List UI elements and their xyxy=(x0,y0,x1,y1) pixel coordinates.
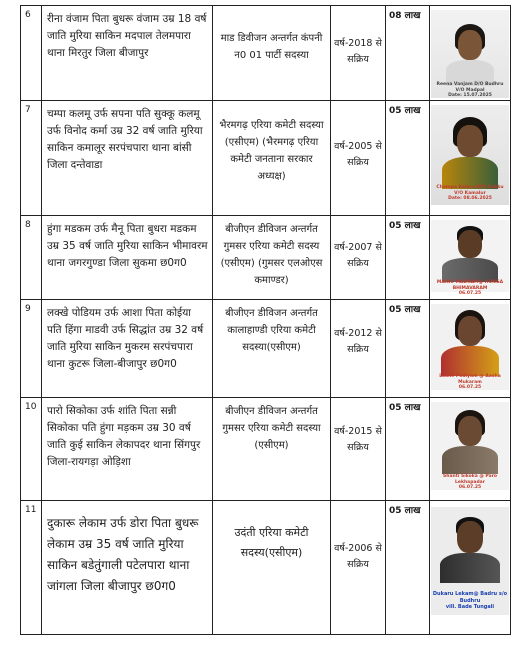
photo-caption: Champa Kalmu W/O Sukku V/O Kamalur Date: 08.06.2025 xyxy=(436,185,504,201)
description-cell xyxy=(42,216,213,300)
description-cell xyxy=(42,300,213,398)
serial-number: 11 xyxy=(25,505,37,515)
serial-cell xyxy=(21,6,42,101)
serial-number: 10 xyxy=(25,402,37,412)
active-since: वर्ष-2007 से सक्रिय xyxy=(334,242,382,269)
reward-amount: 05 लाख xyxy=(389,506,421,516)
cadre-photo xyxy=(431,304,509,390)
unit-cell xyxy=(213,501,331,635)
serial-cell xyxy=(21,216,42,300)
description-cell xyxy=(42,101,213,216)
photo-caption: MAINU MADKAM@ HUNGA BHIMAVARAM 06.07.25 xyxy=(436,280,504,296)
active-cell xyxy=(331,300,386,398)
cadre-unit: माड डिवीजन अन्तर्गत कंपनी न0 01 पार्टी सदस्या xyxy=(220,33,323,61)
cadre-unit: बीजीएन डीविजन अन्तर्गत गुमसर एरिया कमेटी सदस्य (एसीएम) (गुमसर एलओएस कमाण्डर) xyxy=(220,224,323,286)
active-cell xyxy=(331,216,386,300)
reward-cell xyxy=(386,101,430,216)
reward-cell xyxy=(386,398,430,501)
surrendered-cadre-table xyxy=(20,5,511,635)
reward-amount: 05 लाख xyxy=(389,403,421,413)
reward-cell xyxy=(386,6,430,101)
photo-caption: Lakhe Podiyam @ Aasha Mukaram 06.07.25 xyxy=(439,374,501,390)
cadre-description: पारो सिकोका उर्फ शांति पिता सन्नी सिकोका पति हुंगा मड़कम उम्र 30 वर्ष जाति कुई साकिन लेकापदर थाना सिंगपुर जिला-रायगड़ा ओड़िशा xyxy=(47,405,201,468)
photo-cell xyxy=(430,300,511,398)
table-row xyxy=(21,398,511,501)
description-cell xyxy=(42,6,213,101)
photo-cell xyxy=(430,398,511,501)
serial-number: 7 xyxy=(25,105,31,115)
serial-number: 6 xyxy=(25,10,31,20)
reward-cell xyxy=(386,300,430,398)
active-cell xyxy=(331,6,386,101)
serial-cell xyxy=(21,398,42,501)
cadre-description: चम्पा कलमू उर्फ सपना पति सुक्कू कलमू उर्फ विनोद कर्मा उम्र 32 वर्ष जाति मुरिया साकिन कमालूर सरपंचपारा थाना बांसी जिला दन्तेवाडा xyxy=(47,108,203,171)
cadre-description: लक्खे पोडियम उर्फ आशा पिता कोईया पति हिंगा माडवी उर्फ सिद्धांत उम्र 32 वर्ष जाति मुरिया साकिन मुकरम सरपंचपारा थाना कुटरू जिला-बीजापुर छ0ग0 xyxy=(47,307,204,370)
active-since: वर्ष-2005 से सक्रिय xyxy=(334,141,382,168)
cadre-unit: भैरमगढ़ एरिया कमेटी सदस्या (एसीएम) (भैरमगढ़ एरिया कमेटी जनताना सरकार अध्यक्ष) xyxy=(219,120,324,182)
active-since: वर्ष-2018 से सक्रिय xyxy=(334,38,382,65)
serial-number: 9 xyxy=(25,304,31,314)
reward-amount: 05 लाख xyxy=(389,221,421,231)
active-cell xyxy=(331,398,386,501)
photo-caption: Dukaru Lekam@ Badru s/o Budhru vill. Bade Tungali xyxy=(432,591,508,610)
photo-cell xyxy=(430,501,511,635)
serial-cell xyxy=(21,101,42,216)
cadre-photo xyxy=(431,402,509,490)
unit-cell xyxy=(213,6,331,101)
table-row xyxy=(21,101,511,216)
photo-cell xyxy=(430,216,511,300)
active-cell xyxy=(331,101,386,216)
description-cell xyxy=(42,501,213,635)
reward-amount: 05 लाख xyxy=(389,305,421,315)
table-row xyxy=(21,501,511,635)
active-since: वर्ष-2006 से सक्रिय xyxy=(334,543,382,570)
cadre-unit: बीजीएन डीविजन अन्तर्गत कालाहाण्डी एरिया कमेटी सदस्या(एसीएम) xyxy=(225,308,318,353)
active-since: वर्ष-2012 से सक्रिय xyxy=(334,328,382,355)
reward-amount: 05 लाख xyxy=(389,106,421,116)
cadre-photo xyxy=(431,105,509,205)
unit-cell xyxy=(213,216,331,300)
table-row xyxy=(21,6,511,101)
photo-caption: Reena Vanjam D/O Budhru V/O Madpal Date: 15.07.2025 xyxy=(436,82,504,98)
photo-cell xyxy=(430,101,511,216)
cadre-description: रीना वंजाम पिता बुधरू वंजाम उम्र 18 वर्ष जाति मुरिया साकिन मदपाल तेलमपारा थाना मिरतुर जिला बीजापुर xyxy=(47,13,207,59)
photo-cell xyxy=(430,6,511,101)
cadre-photo xyxy=(431,220,509,296)
serial-cell xyxy=(21,501,42,635)
cadre-description: हुंगा मडकम उर्फ मैनू पिता बुधरा मडकम उम्र 35 वर्ष जाति मुरिया साकिन भीमावरम थाना जगरगुण्डा जिला सुकमा छ0ग0 xyxy=(47,223,208,269)
active-since: वर्ष-2015 से सक्रिय xyxy=(334,426,382,453)
unit-cell xyxy=(213,300,331,398)
reward-cell xyxy=(386,501,430,635)
serial-cell xyxy=(21,300,42,398)
reward-amount: 08 लाख xyxy=(389,11,421,21)
table-row xyxy=(21,216,511,300)
description-cell xyxy=(42,398,213,501)
cadre-description: दुकारू लेकाम उर्फ डोरा पिता बुधरू लेकाम उम्र 35 वर्ष जाति मुरिया साकिन बडेतुंगाली पटेलपारा थाना जांगला जिला बीजापुर छ0ग0 xyxy=(47,516,199,593)
reward-cell xyxy=(386,216,430,300)
cadre-unit: उदंती एरिया कमेटी सदस्य(एसीएम) xyxy=(234,526,309,559)
photo-caption: Shanti Sikoka @ Paro Lekhapadar 06.07.25 xyxy=(443,474,497,490)
active-cell xyxy=(331,501,386,635)
cadre-unit: बीजीएन डीविजन अन्तर्गत गुमसर एरिया कमेटी सदस्या (एसीएम) xyxy=(222,406,321,451)
unit-cell xyxy=(213,398,331,501)
unit-cell xyxy=(213,101,331,216)
serial-number: 8 xyxy=(25,220,31,230)
cadre-photo xyxy=(431,507,509,615)
table-row xyxy=(21,300,511,398)
cadre-photo xyxy=(431,10,509,98)
